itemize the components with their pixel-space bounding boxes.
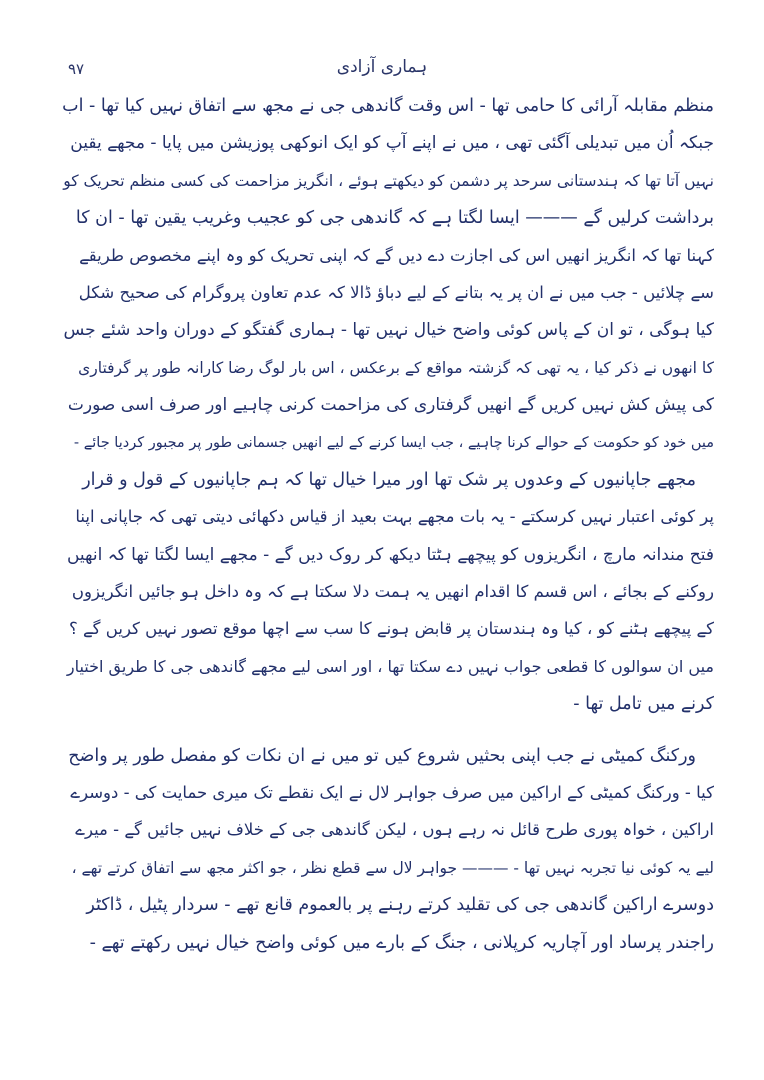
page-number: ۹۷ [68, 60, 85, 78]
text-line: جبکہ اُن میں تبدیلی آگئی تھی ، میں نے اپنے آپ کو ایک انوکھی پوزیشن میں پایا - مجھے یقین [70, 133, 714, 154]
running-title: ہماری آزادی [336, 57, 428, 77]
text-line: منظم مقابلہ آرائی کا حامی تھا - اس وقت گاندھی جی نے مجھ سے اتفاق نہیں کیا تھا - اب [62, 96, 714, 116]
text-line: فتح مندانہ مارچ ، انگریزوں کو پیچھے ہٹتا دیکھ کر روک دیں گے - مجھے ایسا لگتا تھا کہ انھیں [66, 544, 714, 565]
text-line: میں ان سوالوں کا قطعی جواب نہیں دے سکتا تھا ، اور اسی لیے مجھے گاندھی جی کا طریق اختیار [66, 656, 714, 676]
text-line: سے چلائیں - جب میں نے ان پر یہ بتانے کے لیے دباؤ ڈالا کہ عدم تعاون پروگرام کی صحیح شکل [78, 282, 714, 302]
text-line: کرنے میں تامل تھا - [573, 694, 714, 715]
text-line: اراکین ، خواہ پوری طرح قائل نہ رہے ہوں ، لیکن گاندھی جی کے خلاف نہیں جائیں گے - میرے [75, 820, 714, 840]
paragraph-gap [62, 724, 714, 738]
text-line: راجندر پرساد اور آچاریہ کرپلانی ، جنگ کے بارے میں کوئی واضح خیال نہیں رکھتے تھے - [89, 932, 714, 953]
text-line: کیا - ورکنگ کمیٹی کے اراکین میں صرف جواہر لال نے ایک نقطے تک میری حمایت کی - دوسرے [70, 783, 714, 803]
paragraph-1 [62, 88, 714, 462]
text-line: روکنے کے بجائے ، اس قسم کا اقدام انھیں یہ ہمت دلا سکتا ہے کہ وہ داخل ہو جائیں انگریزوں [71, 582, 714, 602]
text-line: ورکنگ کمیٹی نے جب اپنی بحثیں شروع کیں تو میں نے ان نکات کو مفصل طور پر واضح [68, 745, 696, 766]
paragraph-2 [62, 462, 714, 724]
text-line: برداشت کرلیں گے ——— ایسا لگتا ہے کہ گاندھی جی کو عجیب وغریب یقین تھا - ان کا [75, 208, 714, 229]
text-line: کیا ہوگی ، تو ان کے پاس کوئی واضح خیال نہیں تھا - ہماری گفتگو کے دوران واحد شئے جس [63, 320, 714, 341]
text-line: مجھے جاپانیوں کے وعدوں پر شک تھا اور میرا خیال تھا کہ ہم جاپانیوں کے قول و قرار [82, 469, 696, 490]
text-line: کہنا تھا کہ انگریز انھیں اس کی اجازت دے دیں گے کہ اپنی تحریک کو وہ اپنے مخصوص طریقے [79, 245, 714, 265]
text-line: میں خود کو حکومت کے حوالے کرنا چاہیے ، جب ایسا کرنے کے لیے انھیں جسمانی طور پر مجبور کردیا جائے - [73, 434, 714, 451]
text-line: لیے یہ کوئی نیا تجربہ نہیں تھا - ——— جواہر لال سے قطع نظر ، جو اکثر مجھ سے اتفاق کرتے تھے ، [71, 858, 714, 877]
text-line: نہیں آتا تھا کہ ہندستانی سرحد پر دشمن کو دیکھتے ہوئے ، انگریز مزاحمت کی کسی منظم تحریک کو [63, 171, 714, 190]
text-line: کی پیش کش نہیں کریں گے انھیں گرفتاری کی مزاحمت کرنی چاہیے اور صرف اسی صورت [67, 395, 714, 416]
text-line: کے پیچھے ہٹنے کو ، کیا وہ ہندستان پر قابض ہونے کا سب سے اچھا موقع تصور نہیں کریں گے ؟ [69, 619, 714, 639]
paragraph-3 [62, 738, 714, 962]
body-text [62, 88, 714, 962]
text-line: کا انھوں نے ذکر کیا ، یہ تھی کہ گزشتہ مواقع کے برعکس ، اس بار لوگ رضا کارانہ طور پر گرفتاری [78, 358, 714, 377]
text-line: دوسرے اراکین گاندھی جی کی تقلید کرتے رہنے پر بالعموم قانع تھے - سردار پٹیل ، ڈاکٹر [86, 895, 714, 916]
text-line: پر کوئی اعتبار نہیں کرسکتے - یہ بات مجھے بہت بعید از قیاس دکھائی دیتی تھی کہ جاپانی اپنا [75, 507, 714, 527]
